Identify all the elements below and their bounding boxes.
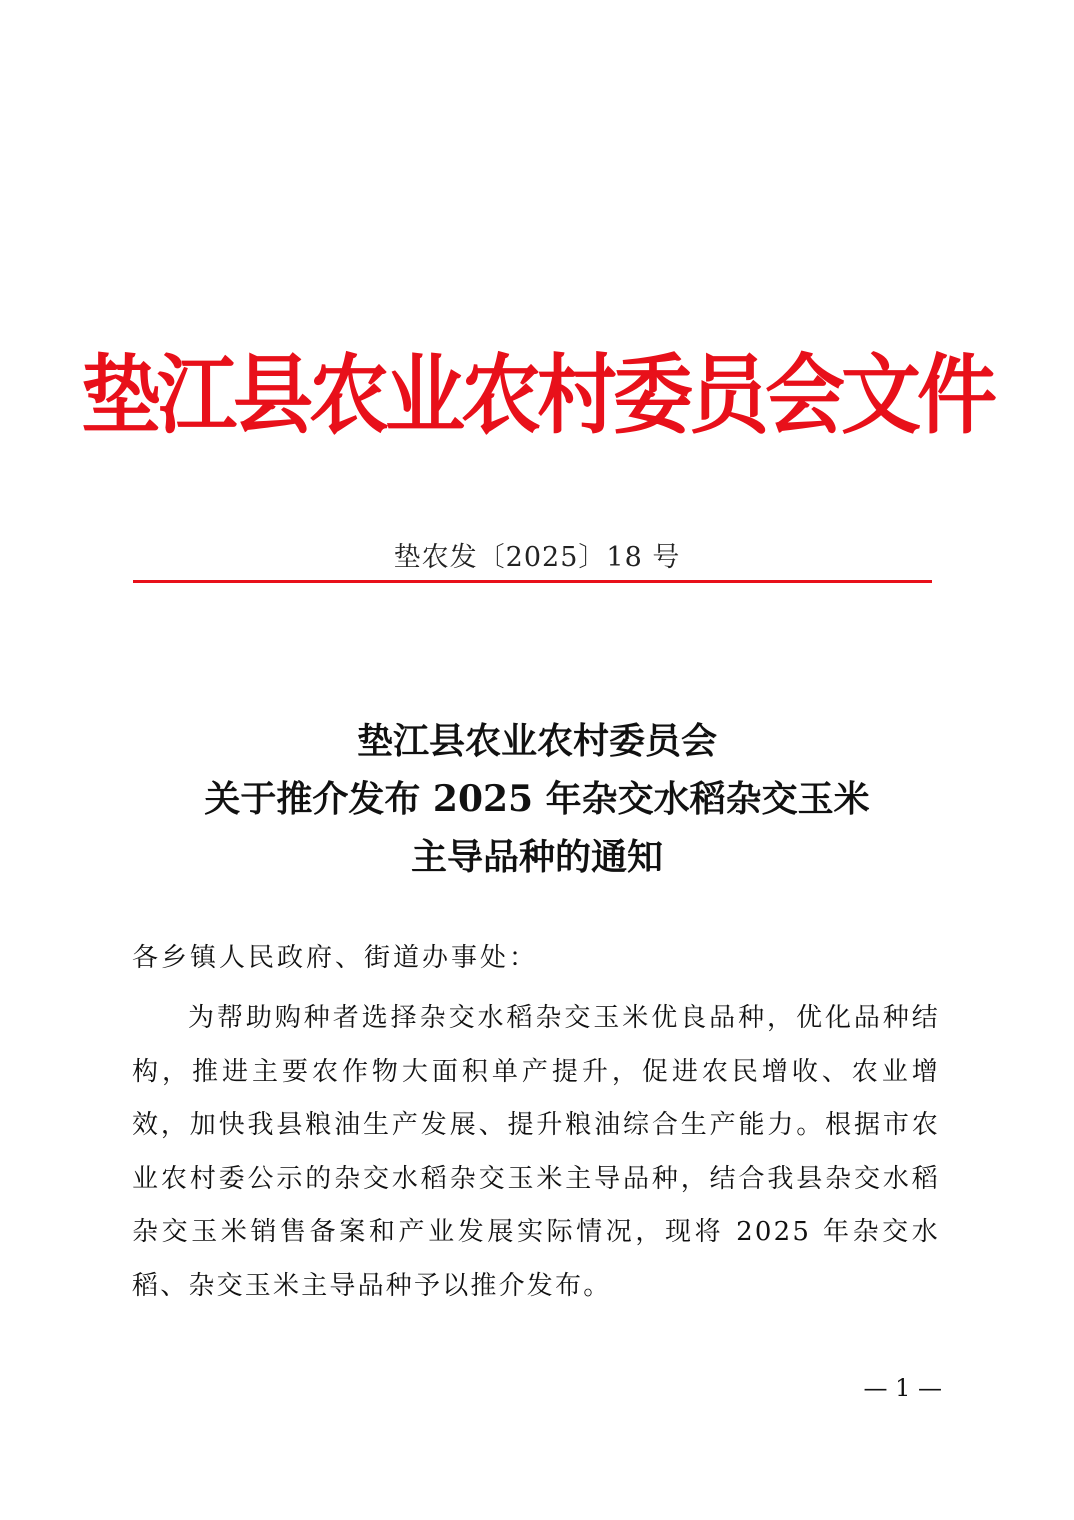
- document-number: 垫农发〔2025〕18 号: [393, 542, 681, 573]
- body-paragraph: 为帮助购种者选择杂交水稻杂交玉米优良品种，优化品种结构，推进主要农作物大面积单产提升，促进农民增收、农业增效，加快我县粮油生产发展、提升粮油综合生产能力。根据市农业农村委公示的杂交水稻杂交玉米主导品种，结合我县杂交水稻杂交玉米销售备案和产业发展实际情况，现将 2025 年杂交水稻、杂交玉米主导品种予以推介发布。: [132, 1003, 940, 1301]
- title-line-2: 关于推介发布 2025 年杂交水稻杂交玉米: [204, 778, 870, 820]
- salutation: 各乡镇人民政府、街道办事处：: [132, 943, 539, 973]
- title-line-1: 垫江县农业农村委员会: [356, 720, 717, 762]
- document-masthead: 垫江县农业农村委员会文件: [81, 344, 993, 446]
- red-divider-line: [133, 580, 932, 583]
- page-number: — 1 —: [863, 1374, 942, 1402]
- title-line-3: 主导品种的通知: [410, 836, 663, 878]
- notice-title: [0, 712, 1074, 886]
